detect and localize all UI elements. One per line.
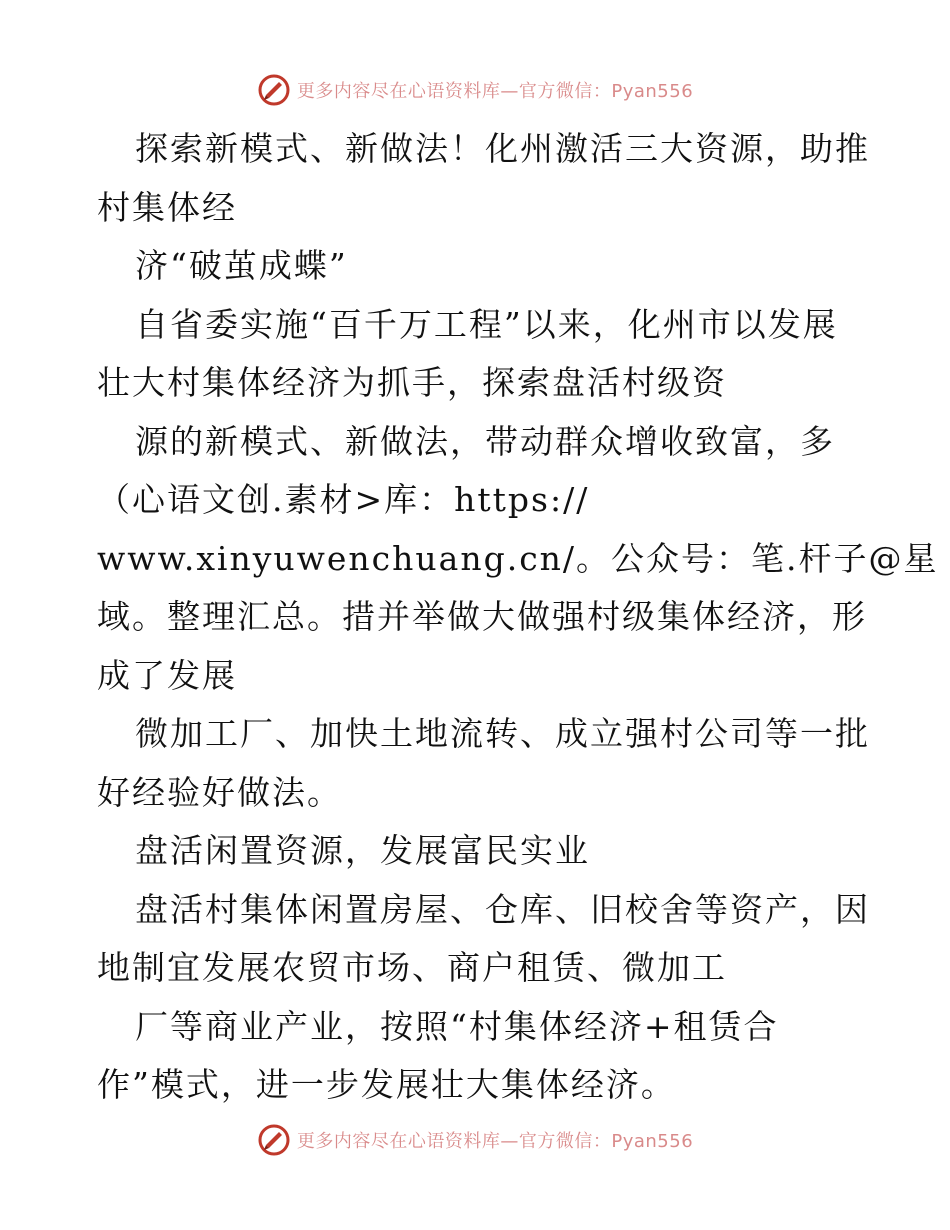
text-line: 源的新模式、新做法，带动群众增收致富，多 [135,421,835,461]
text-line: 作”模式，进一步发展壮大集体经济。 [97,1065,676,1104]
document-body [97,120,939,1115]
watermark-text: 更多内容尽在心语资料库—官方微信：Pyan556 [296,81,694,102]
brand-logo-icon [257,1123,291,1157]
text-line: 域。整理汇总。措并举做大做强村级集体经济，形 [97,597,867,636]
text-line: 地制宜发展农贸市场、商户租赁、微加工 [97,948,727,987]
text-line: 济“破茧成蝶” [135,246,348,285]
text-line: 厂等商业产业，按照“村集体经济+租赁合 [135,1006,779,1046]
watermark-text: 更多内容尽在心语资料库—官方微信：Pyan556 [296,1131,694,1152]
text-line: 盘活村集体闲置房屋、仓库、旧校舍等资产，因 [135,889,870,929]
text-line: 成了发展 [97,655,237,695]
text-line: （心语文创.素材>库：https:// [97,480,590,519]
text-line: 壮大村集体经济为抓手，探索盘活村级资 [97,363,727,402]
text-line: 微加工厂、加快土地流转、成立强村公司等一批 [135,714,870,753]
text-line: 好经验好做法。 [97,772,342,812]
text-line: 探索新模式、新做法！化州激活三大资源，助推 [135,129,870,168]
text-line: www.xinyuwenchuang.cn/。公众号：笔.杆子@星 [97,538,939,578]
footer-watermark [0,1120,950,1160]
text-line: 村集体经 [97,187,237,227]
brand-logo-icon [257,73,291,107]
text-line: 盘活闲置资源，发展富民实业 [135,831,590,870]
header-watermark [0,70,950,110]
text-line: 自省委实施“百千万工程”以来，化州市以发展 [135,304,838,344]
